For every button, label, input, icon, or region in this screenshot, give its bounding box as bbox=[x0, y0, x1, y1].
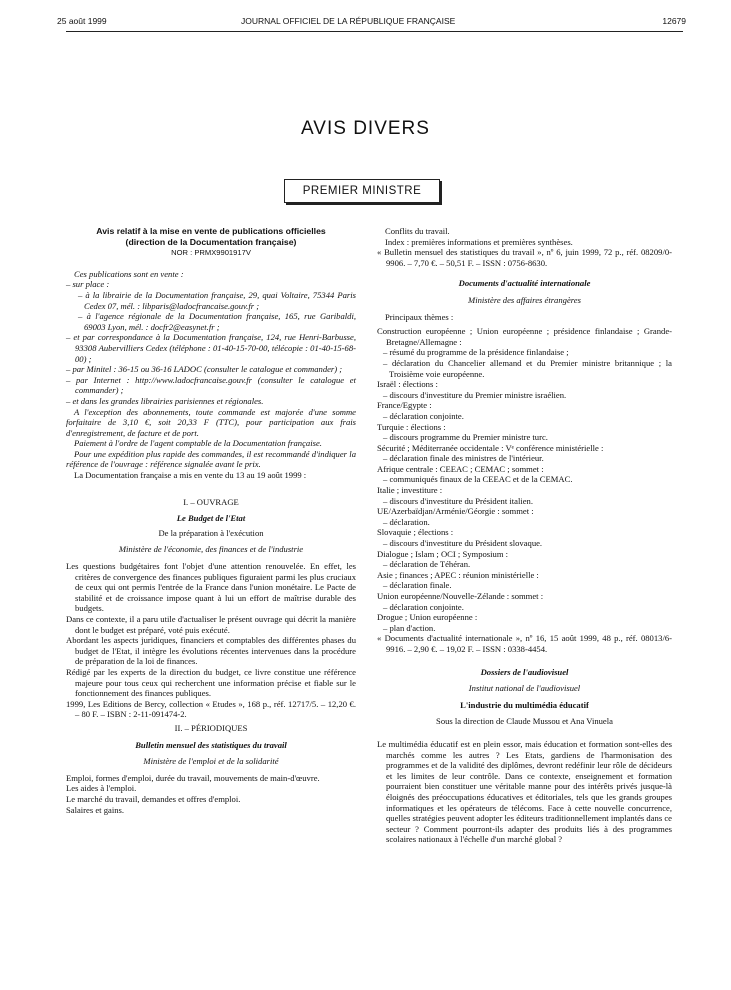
notice-title: Avis relatif à la mise en vente de publications officielles bbox=[96, 226, 326, 236]
header-rule bbox=[66, 31, 683, 32]
issue-title: L'industrie du multimédia éducatif bbox=[460, 699, 589, 710]
theme-detail: – déclaration conjointe. bbox=[383, 601, 464, 612]
intro-line: – et dans les grandes librairies parisiennes et régionales. bbox=[66, 395, 264, 406]
theme-detail: – déclaration. bbox=[383, 516, 430, 527]
contents-item: Salaires et gains. bbox=[66, 804, 124, 815]
notice-subtitle: (direction de la Documentation française) bbox=[125, 236, 297, 247]
intro-line: – par Minitel : 36-15 ou 36-16 LADOC (consulter le catalogue et commander) ; bbox=[66, 364, 343, 375]
theme-item: Slovaquie ; élections : bbox=[377, 527, 454, 538]
intro-line: – à la librairie de la Documentation française, 29, quai Voltaire, 75344 Paris Cedex 07, mél. : libparis@ladocfrancaise.gouv.fr ; bbox=[78, 289, 356, 311]
header-page-number: 12679 bbox=[662, 16, 686, 26]
theme-detail: – déclaration finale des ministres de l'intérieur. bbox=[383, 453, 544, 464]
theme-item: Dialogue ; Islam ; OCI ; Symposium : bbox=[377, 548, 509, 559]
intro-line: A l'exception des abonnements, toute commande est majorée d'une somme forfaitaire de 3,10 €, soit 20,33 F (TTC), pour participation aux frais d'enregistrement, de facture et de port. bbox=[66, 406, 356, 438]
intro-line: Ces publications sont en vente : bbox=[74, 268, 184, 279]
theme-detail: – discours d'investiture du Président italien. bbox=[383, 495, 534, 506]
institute-name: Institut national de l'audiovisuel bbox=[468, 683, 581, 694]
intro-line: Pour une expédition plus rapide des commandes, il est recommandé d'indiquer la référence de l'ouvrage : référence signalée avant le prix. bbox=[66, 448, 356, 470]
themes-list bbox=[377, 326, 672, 633]
theme-detail: – déclaration du Chancelier allemand et du Premier ministre britannique ; la Troisième voie européenne. bbox=[383, 357, 672, 379]
theme-item: France/Egypte : bbox=[377, 400, 432, 411]
release-notice: La Documentation française a mis en vente du 13 au 19 août 1999 : bbox=[74, 470, 307, 481]
book-reference: 1999, Les Editions de Bercy, collection « Etudes », 168 p., réf. 12717/5. – 12,20 €. – 80 F. – ISBN : 2-11-091474-2. bbox=[66, 698, 356, 720]
contents-item: Index : premières informations et premières synthèses. bbox=[385, 236, 573, 247]
theme-item: Drogue ; Union européenne : bbox=[377, 612, 478, 623]
part-heading-periodiques: II. – PÉRIODIQUES bbox=[174, 722, 248, 733]
theme-item: Union européenne/Nouvelle-Zélande : sommet : bbox=[377, 591, 544, 601]
right-column bbox=[377, 226, 672, 845]
theme-detail: – plan d'action. bbox=[383, 622, 436, 633]
theme-detail: – discours programme du Premier ministre turc. bbox=[383, 432, 548, 443]
periodical-title: Bulletin mensuel des statistiques du travail bbox=[135, 739, 287, 750]
theme-detail: – résumé du programme de la présidence finlandaise ; bbox=[383, 347, 569, 358]
page-title: AVIS DIVERS bbox=[301, 118, 430, 139]
intro-line: Paiement à l'ordre de l'agent comptable de la Documentation française. bbox=[74, 438, 322, 449]
theme-item: Afrique centrale : CEEAC ; CEMAC ; sommet : bbox=[377, 463, 544, 474]
theme-detail: – discours d'investiture du Premier ministre israélien. bbox=[383, 389, 567, 400]
intro-line: – et par correspondance à la Documentation française, 124, rue Henri-Barbusse, 93308 Aubervilliers Cedex (téléphone : 01-40-15-70-00, télécopie : 01-40-15-68-00) ; bbox=[66, 332, 356, 364]
periodical-title: Documents d'actualité internationale bbox=[458, 278, 591, 289]
periodical-title: Dossiers de l'audiovisuel bbox=[480, 666, 569, 677]
theme-detail: – déclaration conjointe. bbox=[383, 410, 464, 421]
periodical-reference: « Bulletin mensuel des statistiques du travail », nº 6, juin 1999, 72 p., réf. 08209/0-9906. – 7,70 €. – 50,51 F. – ISSN : 0756-8630. bbox=[377, 247, 672, 268]
intro-line: – par Internet : http://www.ladocfrancaise.gouv.fr (consulter le catalogue et commander) ; bbox=[66, 374, 356, 396]
theme-item: Asie ; finances ; APEC : réunion ministérielle : bbox=[377, 569, 539, 580]
periodical-contents bbox=[66, 773, 356, 815]
theme-detail: – discours d'investiture du Président slovaque. bbox=[383, 538, 543, 549]
header-journal: JOURNAL OFFICIEL DE LA RÉPUBLIQUE FRANÇAISE bbox=[241, 16, 456, 26]
theme-detail: – communiqués finaux de la CEEAC et de la CEMAC. bbox=[383, 474, 573, 485]
description-paragraph: Dans ce contexte, il a paru utile d'actualiser le présent ouvrage qui décrit la manière dont le budget est préparé, voté puis exécuté. bbox=[66, 614, 356, 635]
theme-item: Turquie : élections : bbox=[377, 421, 446, 432]
contents-item: Les aides à l'emploi. bbox=[66, 783, 137, 794]
page-header bbox=[57, 16, 686, 30]
issue-description: Le multimédia éducatif est en plein essor, mais éducation et formation sont-elles des marchés comme les autres ? Les Etats, gardiens de l'harmonisation des programmes et de la validité des diplômes, devront redéfinir leur rôle de décideurs et les limites de leur contrôle. Dans ce contexte, enseignement et formation pourraient bien constituer une véritable manne pour des intérêts privés jusque-là éloignés des préoccupations éducatives et éditoriales, tels que les grands groupes informatiques et les opérateurs de télécoms. Face à cette nouvelle concurrence, quelles stratégies peuvent adopter les éditeurs traditionnellement implantés dans ce secteur ? Comment pourront-ils adapter des produits liés à des programmes scolaires nationaux à l'échelle d'un marché global ? bbox=[377, 738, 672, 845]
header-date: 25 août 1999 bbox=[57, 16, 107, 26]
description-paragraph: Les questions budgétaires font l'objet d'une attention renouvelée. En effet, les critères de convergence des finances publiques figuraient parmi les plus cruciaux de ceux qui ont permis l'entrée de la France dans l'union monétaire. Le Pacte de stabilité et de croissance impose quant à lui un effort de maîtrise durable des budgets. bbox=[66, 561, 356, 614]
intro-line: – sur place : bbox=[66, 279, 110, 290]
book-subtitle: De la préparation à l'exécution bbox=[158, 527, 264, 538]
theme-item: Israël : élections : bbox=[377, 379, 438, 390]
ministry-name: Ministère des affaires étrangères bbox=[468, 294, 581, 305]
theme-detail: – déclaration finale. bbox=[383, 580, 452, 591]
ministry-name: Ministère de l'économie, des finances et de l'industrie bbox=[118, 544, 304, 555]
issue-direction: Sous la direction de Claude Mussou et Ana Vinuela bbox=[436, 716, 613, 727]
nor-reference: NOR : PRMX9901917V bbox=[171, 248, 251, 258]
contents-item: Emploi, formes d'emploi, durée du travail, mouvements de main-d'œuvre. bbox=[66, 772, 320, 783]
part-heading-ouvrage: I. – OUVRAGE bbox=[183, 496, 239, 507]
theme-item: Italie ; investiture : bbox=[377, 485, 443, 496]
theme-item: Construction européenne ; Union européenne ; présidence finlandaise ; Grande-Bretagne/Allemagne : bbox=[377, 326, 672, 347]
ordering-info bbox=[66, 269, 356, 470]
theme-detail: – déclaration de Téhéran. bbox=[383, 559, 471, 570]
ministry-name: Ministère de l'emploi et de la solidarité bbox=[143, 756, 279, 767]
book-title: Le Budget de l'Etat bbox=[176, 513, 246, 524]
description-paragraph: Rédigé par les experts de la direction du budget, ce livre constitue une référence majeure pour tous ceux qui recherchent une information précise et fiable sur le fonctionnement des finances publiques. bbox=[66, 666, 356, 699]
contents-item: Conflits du travail. bbox=[385, 226, 450, 236]
themes-label: Principaux thèmes : bbox=[385, 311, 454, 322]
section-heading: PREMIER MINISTRE bbox=[284, 179, 440, 203]
description-paragraph: Abordant les aspects juridiques, financiers et comptables des différentes phases du budget de l'Etat, il intègre les évolutions récentes intervenues dans la procédure de préparation de la loi de finances. bbox=[66, 635, 356, 667]
contents-item: Le marché du travail, demandes et offres d'emploi. bbox=[66, 793, 241, 804]
book-description bbox=[66, 561, 356, 699]
theme-item: Sécurité ; Méditerranée occidentale : Vᵉ conférence ministérielle : bbox=[377, 442, 604, 453]
left-column bbox=[66, 226, 356, 815]
theme-item: UE/Azerbaïdjan/Arménie/Géorgie : sommet : bbox=[377, 506, 534, 517]
intro-line: – à l'agence régionale de la Documentation française, 165, rue Garibaldi, 69003 Lyon, mél. : docfr2@easynet.fr ; bbox=[78, 311, 356, 332]
periodical-reference: « Documents d'actualité internationale », nº 16, 15 août 1999, 48 p., réf. 08013/6-9916. – 2,90 €. – 19,02 F. – ISSN : 0338-4454. bbox=[377, 633, 672, 654]
